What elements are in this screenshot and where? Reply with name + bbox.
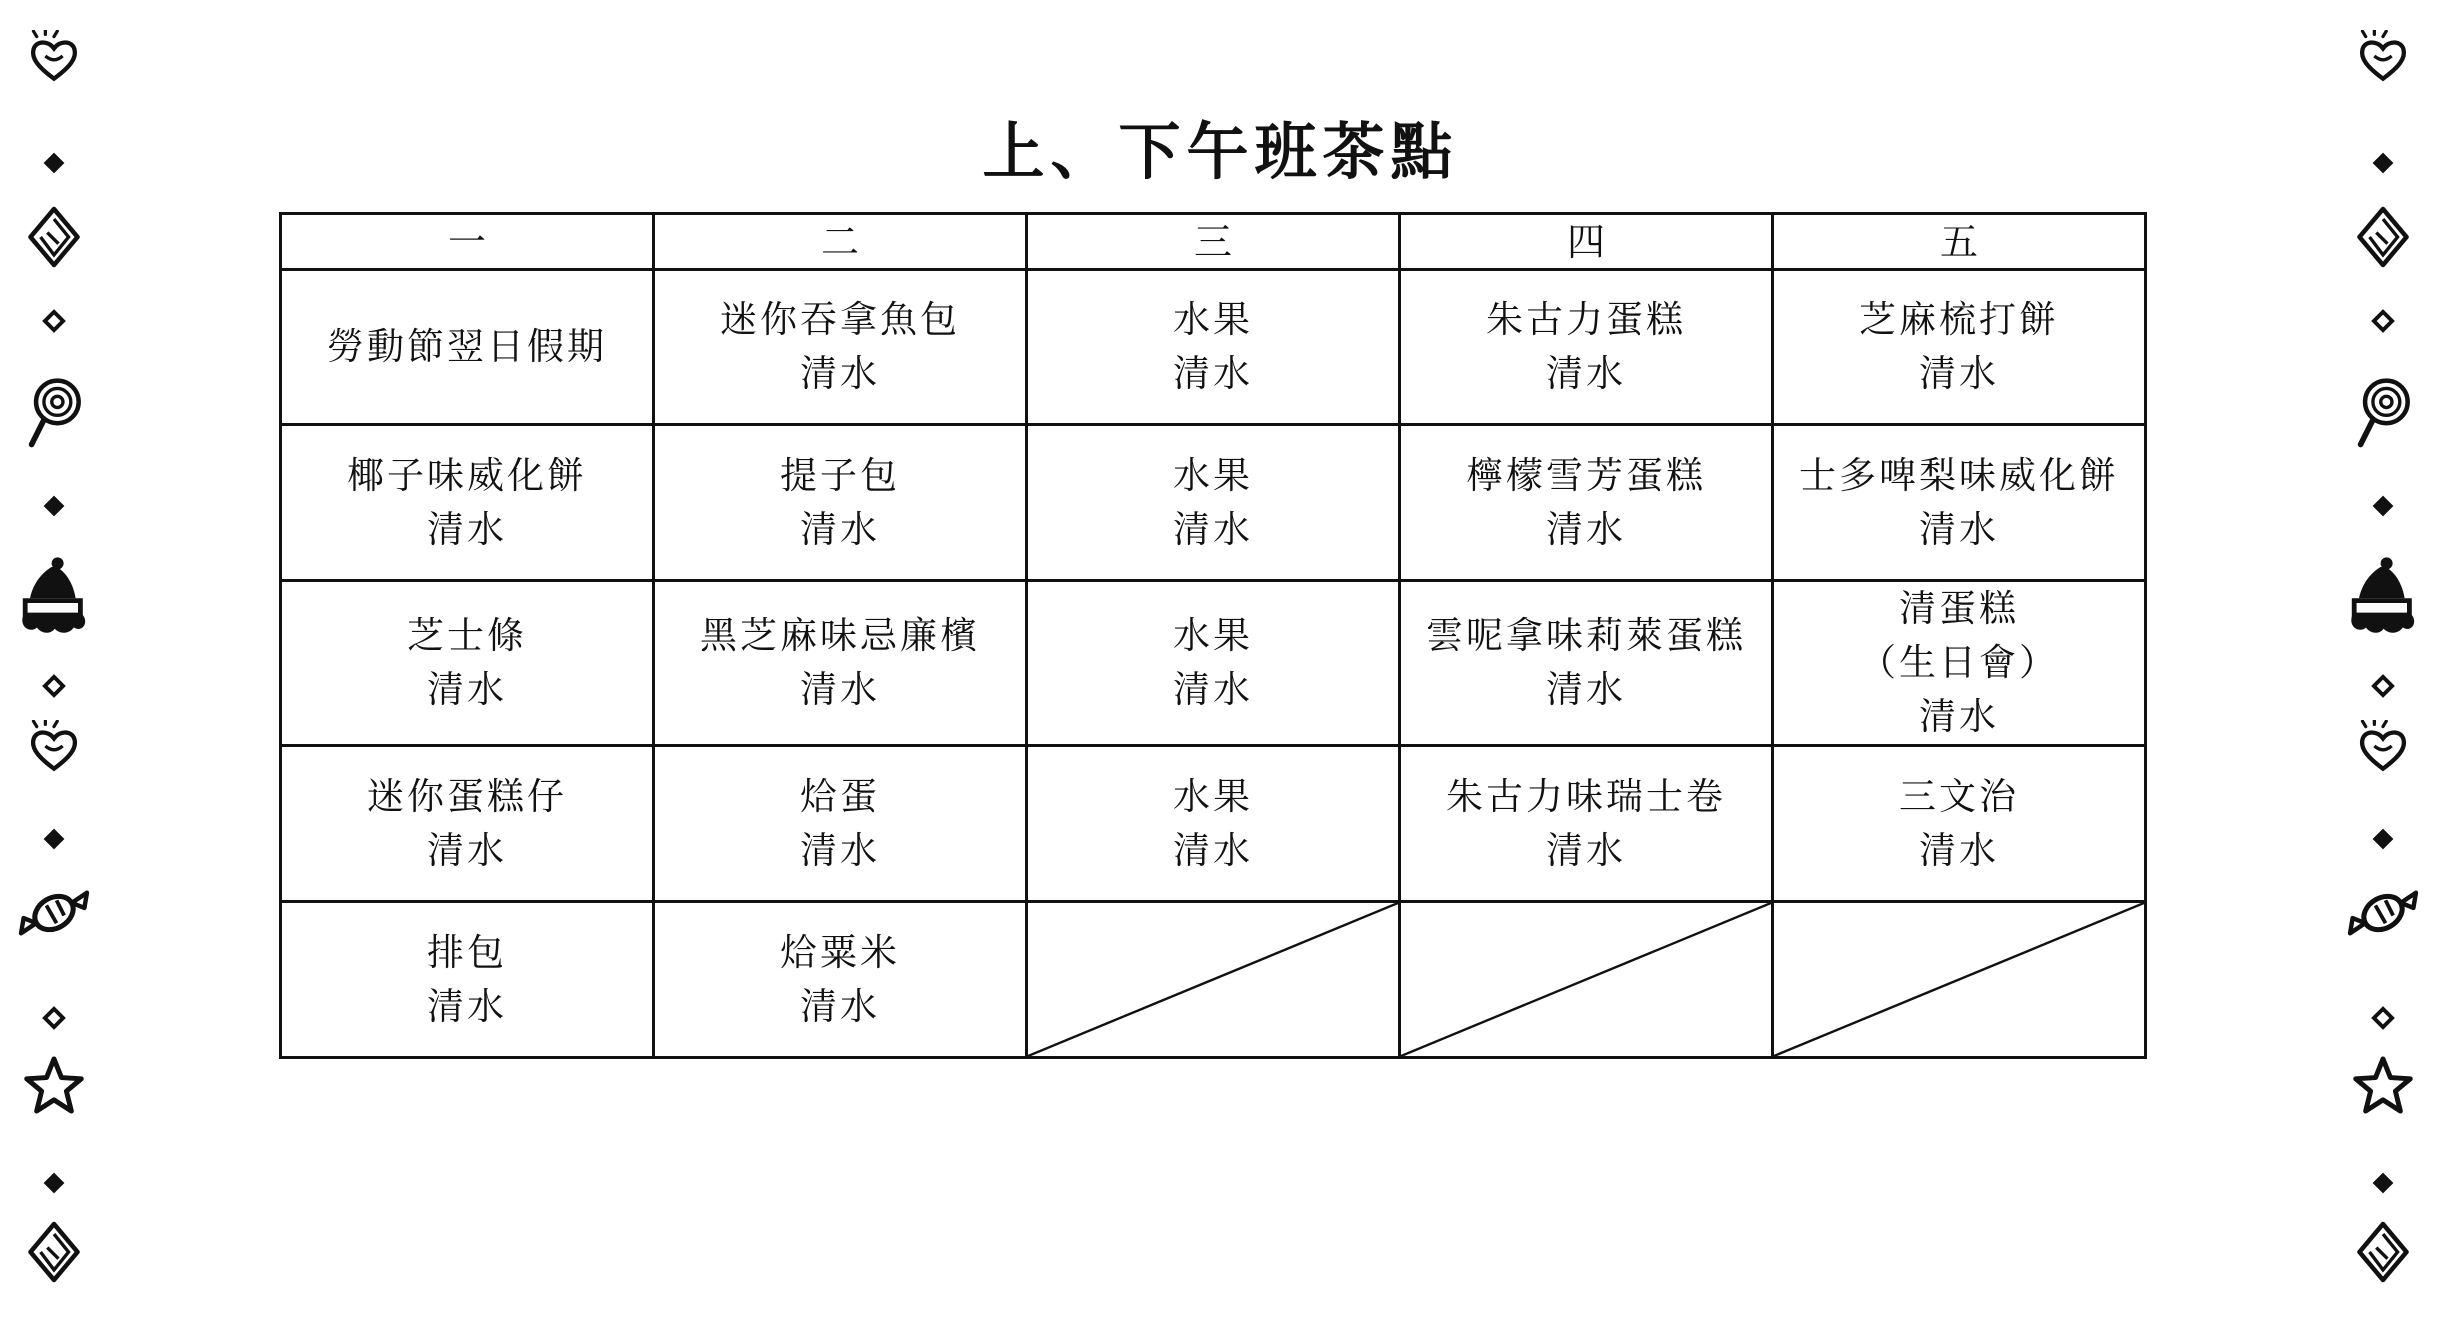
snack-label: 士多啤梨味威化餅 bbox=[1799, 453, 2119, 497]
drink-label: 清水 bbox=[1919, 507, 1999, 551]
menu-cell bbox=[1400, 425, 1773, 581]
drink-label: 清水 bbox=[427, 984, 507, 1028]
drink-label: 清水 bbox=[1919, 695, 1999, 738]
snack-menu-table bbox=[279, 212, 2147, 1059]
diamond-outline-icon bbox=[2343, 1005, 2423, 1035]
day-header-fri: 五 bbox=[1773, 214, 2146, 270]
menu-cell bbox=[654, 581, 1027, 746]
snack-label: 排包 bbox=[427, 930, 507, 974]
menu-cell bbox=[281, 581, 654, 746]
heart-icon bbox=[2343, 30, 2423, 86]
diamond-outline-icon bbox=[2343, 673, 2423, 703]
drink-label: 清水 bbox=[427, 668, 507, 711]
gem-icon bbox=[14, 1220, 94, 1288]
snack-label: 清蛋糕 bbox=[1899, 587, 2019, 630]
snack-label: 提子包 bbox=[780, 453, 900, 497]
diamond-filled-icon bbox=[2343, 1170, 2423, 1200]
gem-icon bbox=[2343, 1220, 2423, 1288]
day-header-thu: 四 bbox=[1400, 214, 1773, 270]
drink-label: 清水 bbox=[1173, 668, 1253, 711]
drink-label: 清水 bbox=[1546, 352, 1626, 395]
menu-cell bbox=[1027, 581, 1400, 746]
drink-label: 清水 bbox=[1173, 507, 1253, 551]
menu-cell bbox=[281, 425, 654, 581]
star-icon bbox=[2343, 1055, 2423, 1119]
menu-cell bbox=[654, 902, 1027, 1058]
menu-cell bbox=[1773, 270, 2146, 425]
diamond-filled-icon bbox=[14, 493, 94, 523]
drink-label: 清水 bbox=[800, 828, 880, 872]
table-row bbox=[281, 902, 2146, 1058]
heart-icon bbox=[14, 720, 94, 776]
menu-cell bbox=[1400, 746, 1773, 902]
drink-label: 清水 bbox=[800, 507, 880, 551]
lollipop-icon bbox=[2343, 375, 2423, 453]
drink-label: 清水 bbox=[1173, 352, 1253, 395]
cake-icon bbox=[14, 555, 94, 643]
diagonal-strike bbox=[1774, 903, 2144, 1056]
diagonal-strike bbox=[1028, 903, 1398, 1056]
drink-label: 清水 bbox=[1546, 668, 1626, 711]
table-row bbox=[281, 581, 2146, 746]
cake-icon bbox=[2343, 555, 2423, 643]
menu-cell bbox=[1400, 270, 1773, 425]
star-icon bbox=[14, 1055, 94, 1119]
menu-cell bbox=[654, 270, 1027, 425]
diamond-outline-icon bbox=[14, 308, 94, 338]
snack-label: （生日會） bbox=[1859, 641, 2059, 684]
snack-label: 朱古力味瑞士卷 bbox=[1446, 774, 1726, 818]
drink-label: 清水 bbox=[1546, 507, 1626, 551]
snack-label: 雲呢拿味莉萊蛋糕 bbox=[1426, 614, 1746, 657]
diamond-filled-icon bbox=[2343, 493, 2423, 523]
drink-label: 清水 bbox=[427, 828, 507, 872]
diamond-outline-icon bbox=[14, 673, 94, 703]
empty-cell bbox=[1400, 902, 1773, 1058]
menu-cell bbox=[654, 746, 1027, 902]
page-title: 上、下午班茶點 bbox=[982, 114, 1459, 188]
menu-cell bbox=[1773, 425, 2146, 581]
snack-label: 芝麻梳打餅 bbox=[1859, 298, 2059, 341]
snack-label: 水果 bbox=[1173, 298, 1253, 341]
snack-label: 水果 bbox=[1173, 774, 1253, 818]
snack-label: 勞動節翌日假期 bbox=[327, 325, 607, 368]
menu-cell bbox=[1773, 746, 2146, 902]
menu-cell bbox=[1027, 746, 1400, 902]
day-header-tue: 二 bbox=[654, 214, 1027, 270]
snack-label: 水果 bbox=[1173, 453, 1253, 497]
snack-label: 朱古力蛋糕 bbox=[1486, 298, 1686, 341]
snack-label: 椰子味威化餅 bbox=[347, 453, 587, 497]
menu-cell bbox=[1027, 425, 1400, 581]
menu-cell bbox=[281, 902, 654, 1058]
snack-label: 芝士條 bbox=[407, 614, 527, 657]
drink-label: 清水 bbox=[1919, 352, 1999, 395]
drink-label: 清水 bbox=[1173, 828, 1253, 872]
candy-icon bbox=[2343, 880, 2423, 950]
diamond-outline-icon bbox=[2343, 308, 2423, 338]
empty-cell bbox=[1027, 902, 1400, 1058]
snack-label: 烚蛋 bbox=[800, 774, 880, 818]
menu-cell bbox=[1773, 581, 2146, 746]
drink-label: 清水 bbox=[800, 668, 880, 711]
diamond-filled-icon bbox=[2343, 826, 2423, 856]
menu-cell bbox=[281, 270, 654, 425]
diamond-filled-icon bbox=[14, 826, 94, 856]
diamond-filled-icon bbox=[2343, 150, 2423, 180]
menu-cell bbox=[1400, 581, 1773, 746]
empty-cell bbox=[1773, 902, 2146, 1058]
snack-label: 檸檬雪芳蛋糕 bbox=[1466, 453, 1706, 497]
day-header-wed: 三 bbox=[1027, 214, 1400, 270]
table-row bbox=[281, 270, 2146, 425]
snack-label: 迷你蛋糕仔 bbox=[367, 774, 567, 818]
drink-label: 清水 bbox=[1546, 828, 1626, 872]
header-row bbox=[281, 214, 2146, 270]
snack-label: 黑芝麻味忌廉檳 bbox=[700, 614, 980, 657]
menu-cell bbox=[1027, 270, 1400, 425]
drink-label: 清水 bbox=[800, 984, 880, 1028]
diamond-filled-icon bbox=[14, 1170, 94, 1200]
snack-label: 三文治 bbox=[1899, 774, 2019, 818]
drink-label: 清水 bbox=[427, 507, 507, 551]
snack-label: 迷你吞拿魚包 bbox=[720, 298, 960, 341]
lollipop-icon bbox=[14, 375, 94, 453]
menu-cell bbox=[281, 746, 654, 902]
snack-label: 水果 bbox=[1173, 614, 1253, 657]
candy-icon bbox=[14, 880, 94, 950]
table-row bbox=[281, 746, 2146, 902]
heart-icon bbox=[14, 30, 94, 86]
diamond-outline-icon bbox=[14, 1005, 94, 1035]
day-header-mon: 一 bbox=[281, 214, 654, 270]
drink-label: 清水 bbox=[1919, 828, 1999, 872]
snack-label: 烚粟米 bbox=[780, 930, 900, 974]
diagonal-strike bbox=[1401, 903, 1771, 1056]
menu-cell bbox=[654, 425, 1027, 581]
diamond-filled-icon bbox=[14, 150, 94, 180]
gem-icon bbox=[2343, 205, 2423, 273]
drink-label: 清水 bbox=[800, 352, 880, 395]
gem-icon bbox=[14, 205, 94, 273]
table-row bbox=[281, 425, 2146, 581]
heart-icon bbox=[2343, 720, 2423, 776]
